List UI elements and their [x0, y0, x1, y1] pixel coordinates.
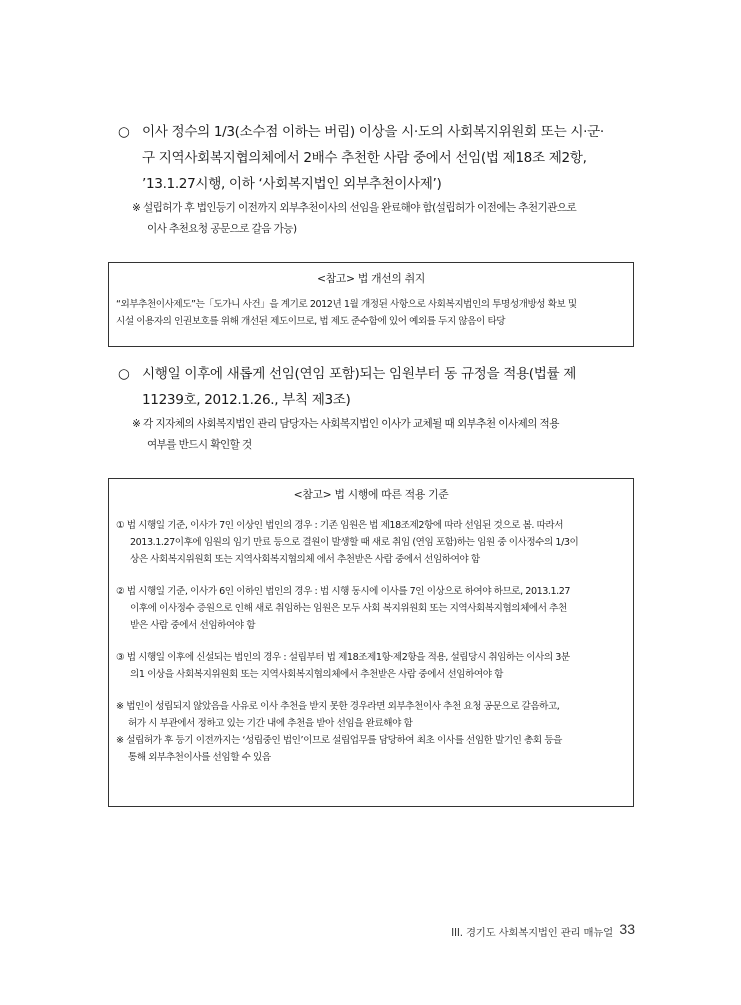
section-2-line-2: 11239호, 2012.1.26., 부칙 제3조): [142, 392, 351, 408]
reference-text-line-1: “외부추천이사제도”는「도가니 사건」을 계기로 2012년 1월 개정된 사항으로 사회복지법인의 투명성개방성 확보 및: [116, 299, 577, 310]
bullet-circle: ○: [118, 366, 130, 382]
criteria-item-3: ③ 법 시행일 이후에 신설되는 법인의 경우 : 설립부터 법 제18조제1항·제2항을 적용, 설립당시 취임하는 이사의 3분 의1 이상을 사회복지위원회 또는 지역사회복지협의체에서 추천받은 사람 중에서 선임하여야 함: [116, 652, 570, 680]
page-number: 33: [619, 921, 635, 937]
criteria-note-1: ※ 법인이 성립되지 않았음을 사유로 이사 추천을 받지 못한 경우라면 외부추천이사 추천 요청 공문으로 갈음하고, 허가 시 부관에서 정하고 있는 기간 내에 추천을 받아 선임을 완료해야 함: [116, 701, 560, 729]
section-1-line-1: ○ 이사 정수의 1/3(소수점 이하는 버림) 이상을 시·도의 사회복지위원회 또는 시·군·: [118, 119, 638, 145]
section-1-line-3: ’13.1.27시행, 이하 ‘사회복지법인 외부추천이사제’): [142, 176, 442, 192]
section-1: [118, 119, 638, 240]
section-2-line-1: ○ 시행일 이후에 새롭게 선임(연임 포함)되는 임원부터 동 규정을 적용(법률 제: [118, 361, 638, 387]
criteria-item-2: ② 법 시행일 기준, 이사가 6인 이하인 법인의 경우 : 법 시행 동시에 이사를 7인 이상으로 하여야 하므로, 2013.1.27 이후에 이사정수 증원으로 인해 새로 취임하는 임원은 모두 사회 복지위원회 또는 지역사회복지협의체에서 추천 받은 사람 중에서 선임하여야 함: [116, 586, 571, 631]
section-1-note-line-1: ※ 설립허가 후 법인등기 이전까지 외부추천이사의 선임을 완료해야 함(설립허가 이전에는 추천기관으로: [132, 202, 577, 214]
criteria-item-1: ① 법 시행일 기준, 이사가 7인 이상인 법인의 경우 : 기존 임원은 법 제18조제2항에 따라 선임된 것으로 봄. 따라서 2013.1.27이후에 임원의 임기 만료 등으로 결원이 발생할 때 새로 취임 (연임 포함)하는 임원 중 이사정수의 1/3이 상은 사회복지위원회 또는 지역사회복지협의체 에서 추천받은 사람 중에서 선임하여야 함: [116, 520, 579, 565]
reference-text-line-2: 시설 이용자의 인권보호를 위해 개선된 제도이므로, 법 제도 준수함에 있어 예외를 두지 않음이 타당: [116, 316, 506, 327]
reference-box-improvement-purpose: [108, 262, 634, 347]
bullet-circle: ○: [118, 124, 130, 140]
reference-box-title: <참고> 법 시행에 따른 적용 기준: [293, 488, 449, 501]
section-2: [118, 361, 638, 456]
section-1-line-2: 구 지역사회복지협의체에서 2배수 추천한 사람 중에서 선임(법 제18조 제2항,: [142, 150, 587, 166]
footer-chapter-title: III. 경기도 사회복지법인 관리 매뉴얼: [451, 927, 613, 939]
page-footer: [0, 921, 741, 943]
reference-box-title: <참고> 법 개선의 취지: [317, 272, 425, 285]
criteria-note-2: ※ 설립허가 후 등기 이전까지는 ‘성립중인 법인’이므로 설립업무를 담당하여 최초 이사를 선임한 발기인 총회 등을 통해 외부추천이사를 선임할 수 있음: [116, 735, 562, 763]
reference-box-application-criteria: [108, 478, 634, 807]
section-1-note-line-2: 이사 추천요청 공문으로 갈음 가능): [147, 223, 297, 235]
section-2-note-line-1: ※ 각 지자체의 사회복지법인 관리 담당자는 사회복지법인 이사가 교체될 때 외부추천 이사제의 적용: [132, 418, 559, 430]
section-2-note-line-2: 여부를 반드시 확인할 것: [147, 439, 252, 451]
